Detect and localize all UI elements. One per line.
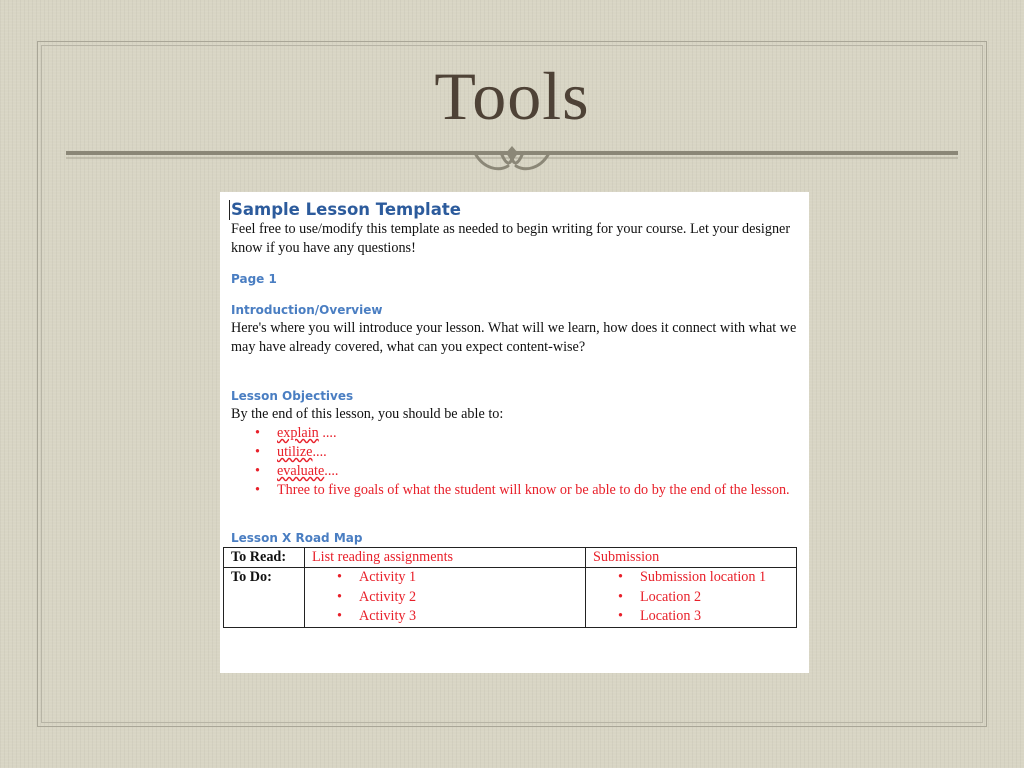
intro-paragraph: Feel free to use/modify this template as needed to begin writing for your course. Let your designer know if you have any questions! bbox=[231, 221, 791, 256]
table-row bbox=[224, 568, 797, 628]
table-cell-label: To Do: bbox=[224, 568, 305, 628]
table-cell: List reading assignments bbox=[305, 548, 586, 568]
overview-paragraph: Here's where you will introduce your lesson. What will we learn, how does it connect with what we may have already covered, what can you expect content-wise? bbox=[231, 320, 797, 355]
document-title: Sample Lesson Template bbox=[229, 200, 797, 220]
page-heading: Page 1 bbox=[231, 272, 277, 286]
table-cell: Submission bbox=[586, 548, 797, 568]
list-item: • evaluate.... bbox=[231, 462, 797, 481]
list-item: • Activity 3 bbox=[312, 607, 578, 627]
slide-title: Tools bbox=[434, 58, 590, 134]
list-item: • Activity 1 bbox=[312, 568, 578, 588]
list-item: • Three to five goals of what the student will know or be able to do by the end of the lesson. bbox=[231, 481, 797, 500]
table-cell bbox=[305, 568, 586, 628]
objectives-list bbox=[231, 424, 797, 500]
list-item: • Location 3 bbox=[593, 607, 789, 627]
list-item: • Submission location 1 bbox=[593, 568, 789, 588]
document-screenshot bbox=[220, 192, 809, 673]
roadmap-heading: Lesson X Road Map bbox=[231, 531, 363, 545]
list-item: • explain .... bbox=[231, 424, 797, 443]
table-cell bbox=[586, 568, 797, 628]
list-item: • Location 2 bbox=[593, 588, 789, 608]
title-divider-ornament bbox=[66, 140, 958, 182]
table-cell-label: To Read: bbox=[224, 548, 305, 568]
objectives-intro: By the end of this lesson, you should be able to: bbox=[231, 406, 504, 422]
objectives-heading: Lesson Objectives bbox=[231, 389, 354, 403]
list-item: • Activity 2 bbox=[312, 588, 578, 608]
roadmap-table bbox=[223, 547, 797, 628]
table-row bbox=[224, 548, 797, 568]
list-item: • utilize.... bbox=[231, 443, 797, 462]
overview-heading: Introduction/Overview bbox=[231, 303, 383, 317]
